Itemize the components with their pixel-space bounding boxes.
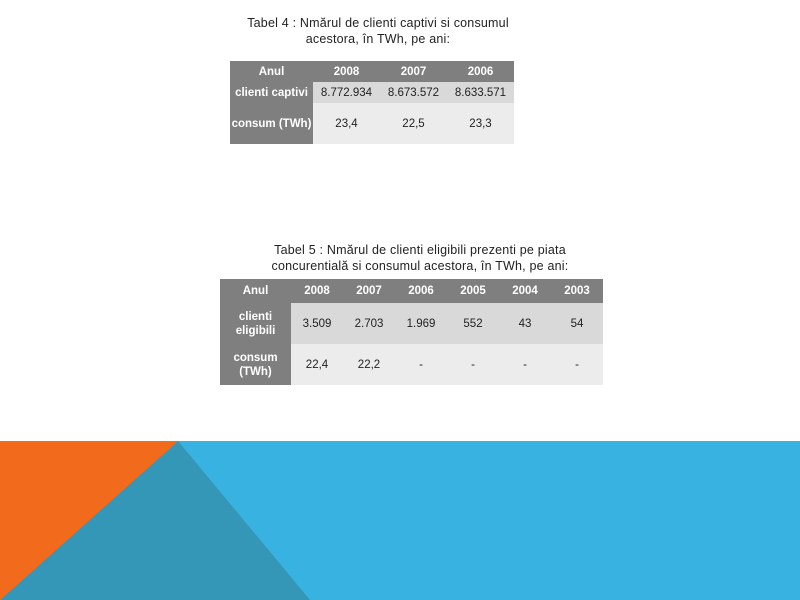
table4-cell: 8.772.934 [313,82,380,103]
table4 [230,61,514,144]
table5-caption-line2: concurentială si consumul acestora, în TWh, pe ani: [271,259,569,273]
table4-row [230,103,514,144]
table5-cell: - [551,344,603,385]
table5 [220,279,603,385]
table5-header-cell: 2007 [343,279,395,303]
table4-cell: 23,4 [313,103,380,144]
table5-cell: 3.509 [291,303,343,344]
table4-caption-line2: acestora, în TWh, pe ani: [305,32,451,46]
table4-row-header: consum (TWh) [230,103,313,144]
table4-row [230,82,514,103]
table4-cell: 23,3 [447,103,514,144]
table5-caption [250,242,590,274]
table5-cell: - [499,344,551,385]
table5-row-header: clienti eligibili [220,303,291,344]
table5-cell: 43 [499,303,551,344]
table4-caption [228,15,528,47]
table5-cell: 552 [447,303,499,344]
table4-caption-line1: Tabel 4 : Nmărul de clienti captivi si consumul [247,16,509,30]
table4-cell: 8.673.572 [380,82,447,103]
table5-cell: 1.969 [395,303,447,344]
table4-row-header: clienti captivi [230,82,313,103]
table5-cell: 54 [551,303,603,344]
table5-cell: 2.703 [343,303,395,344]
table5-cell: 22,2 [343,344,395,385]
table5-header-cell: Anul [220,279,291,303]
table5-header-cell: 2004 [499,279,551,303]
table5-caption-line1: Tabel 5 : Nmărul de clienti eligibili prezenti pe piata [274,243,566,257]
table5-cell: - [395,344,447,385]
table5-header-cell: 2006 [395,279,447,303]
table4-cell: 22,5 [380,103,447,144]
table4-cell: 8.633.571 [447,82,514,103]
table4-header-cell: 2007 [380,61,447,82]
table4-header-row [230,61,514,82]
table5-header-row [220,279,603,303]
table5-header-cell: 2005 [447,279,499,303]
table5-cell: 22,4 [291,344,343,385]
table4-header-cell: 2006 [447,61,514,82]
table5-row [220,344,603,385]
table5-header-cell: 2003 [551,279,603,303]
table5-cell: - [447,344,499,385]
table4-header-cell: Anul [230,61,313,82]
table5-header-cell: 2008 [291,279,343,303]
table5-row [220,303,603,344]
table5-row-header: consum (TWh) [220,344,291,385]
table4-header-cell: 2008 [313,61,380,82]
